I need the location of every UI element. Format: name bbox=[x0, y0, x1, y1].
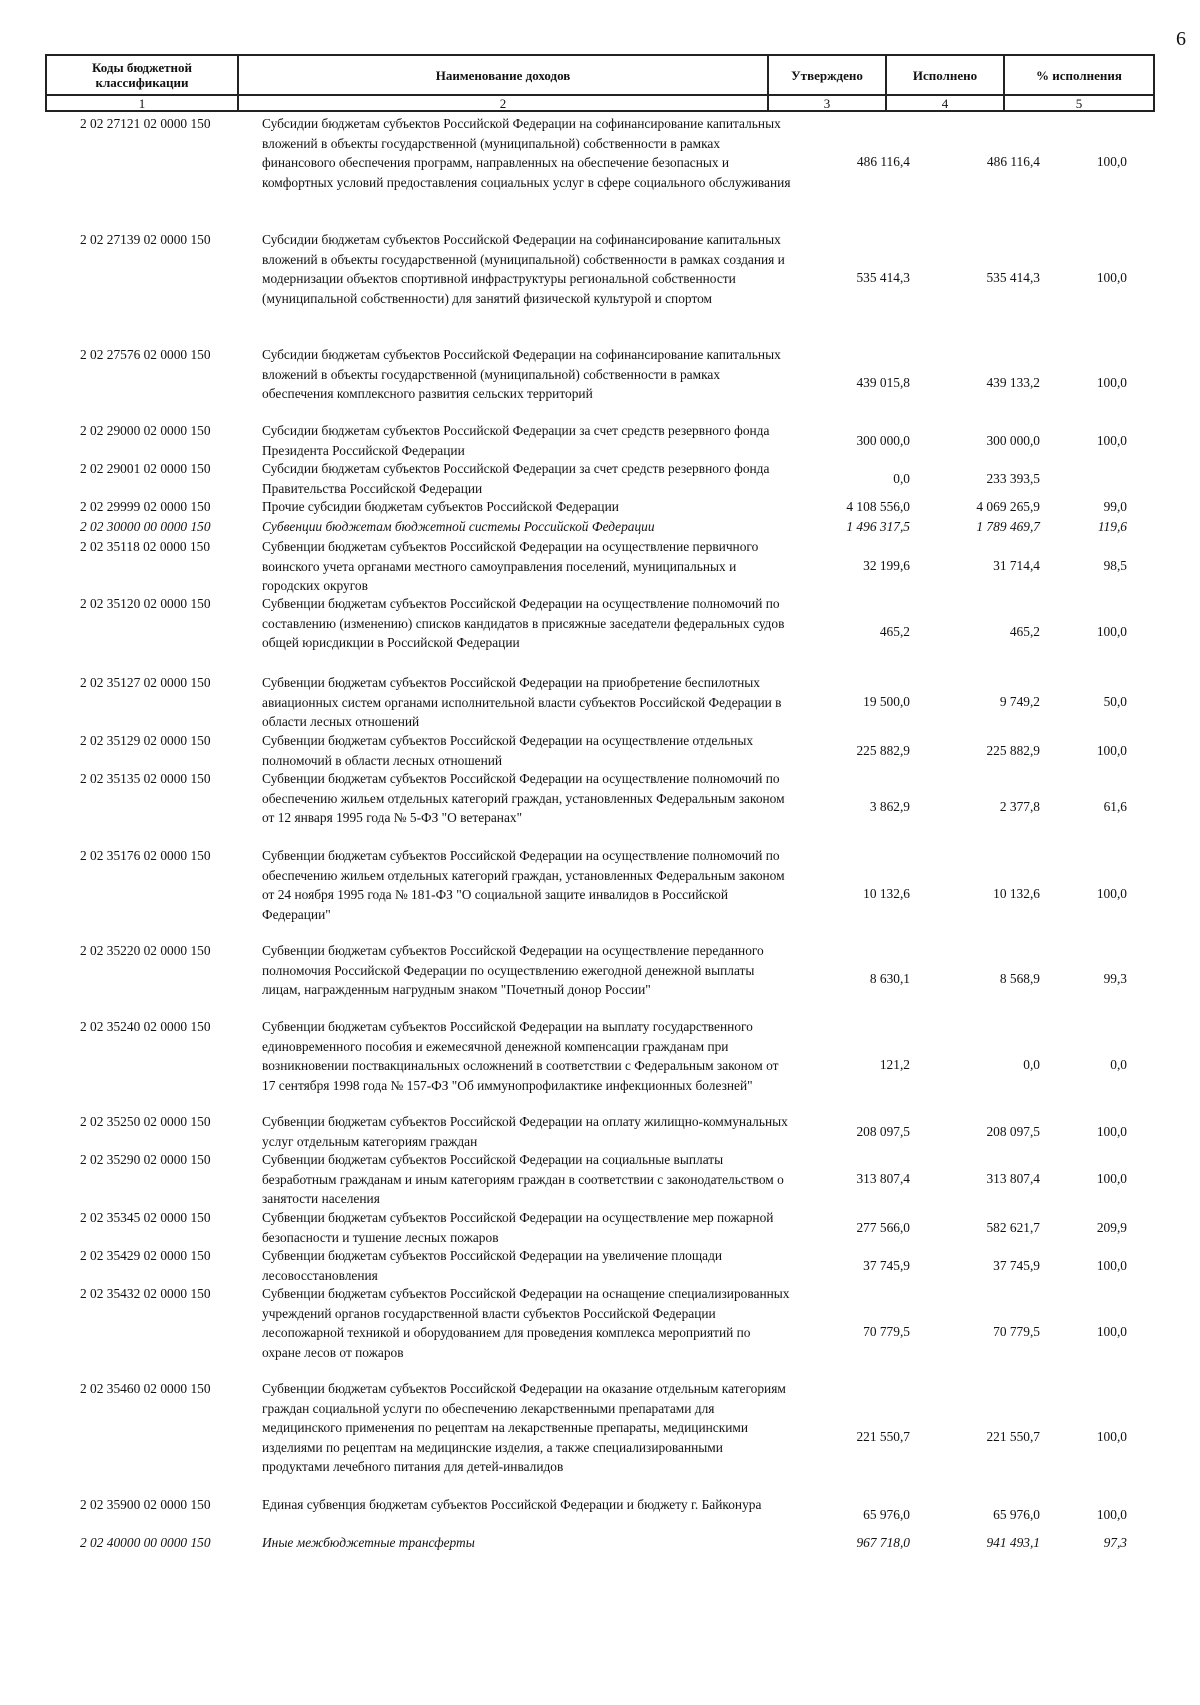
row-code: 2 02 35345 02 0000 150 bbox=[80, 1210, 211, 1225]
row-percent: 99,3 bbox=[1103, 971, 1127, 986]
row-code: 2 02 27576 02 0000 150 bbox=[80, 347, 211, 362]
row-approved: 0,0 bbox=[893, 471, 910, 486]
row-executed: 65 976,0 bbox=[993, 1507, 1040, 1522]
row-code: 2 02 35120 02 0000 150 bbox=[80, 596, 211, 611]
row-name: Субвенции бюджетам субъектов Российской Федерации на осуществление мер пожарной безопасности и тушение лесных пожаров bbox=[262, 1210, 774, 1245]
row-approved: 32 199,6 bbox=[863, 558, 910, 573]
row-name: Субсидии бюджетам субъектов Российской Федерации на софинансирование капитальных вложений в объекты государственной (муниципальной) собственности в рамках обеспечения комплексного развития сельских территорий bbox=[262, 347, 781, 401]
row-approved: 65 976,0 bbox=[863, 1507, 910, 1522]
row-code: 2 02 29000 02 0000 150 bbox=[80, 423, 211, 438]
row-name: Субвенции бюджетам субъектов Российской Федерации на осуществление полномочий по обеспечению жильем отдельных категорий граждан, установленных Федеральным законом от 24 ноября 1995 года № 181-ФЗ "О социальной защите инвалидов в Российской Федерации" bbox=[262, 848, 785, 922]
header-executed-num: 4 bbox=[941, 96, 949, 111]
row-percent: 97,3 bbox=[1103, 1535, 1127, 1550]
row-executed: 221 550,7 bbox=[986, 1429, 1040, 1444]
row-executed: 225 882,9 bbox=[986, 743, 1040, 758]
header-codes-title: Коды бюджетной классификации bbox=[47, 56, 237, 96]
header-col-executed bbox=[887, 56, 1005, 110]
row-code: 2 02 29001 02 0000 150 bbox=[80, 461, 211, 476]
header-name-num: 2 bbox=[499, 96, 507, 111]
row-executed: 439 133,2 bbox=[986, 375, 1040, 390]
row-executed: 233 393,5 bbox=[986, 471, 1040, 486]
row-executed: 582 621,7 bbox=[986, 1220, 1040, 1235]
row-name: Субвенции бюджетам бюджетной системы Российской Федерации bbox=[262, 519, 655, 534]
row-code: 2 02 35432 02 0000 150 bbox=[80, 1286, 211, 1301]
row-percent: 100,0 bbox=[1096, 1124, 1127, 1139]
row-name: Субсидии бюджетам субъектов Российской Федерации на софинансирование капитальных вложений в объекты государственной (муниципальной) собственности в рамках финансового обеспечения программ, направленных на обеспечение безопасных и комфортных условий предоставления социальных услуг в сфере социального обслуживания bbox=[262, 116, 791, 190]
row-executed: 37 745,9 bbox=[993, 1258, 1040, 1273]
row-code: 2 02 35220 02 0000 150 bbox=[80, 943, 211, 958]
row-code: 2 02 35460 02 0000 150 bbox=[80, 1381, 211, 1396]
row-executed: 300 000,0 bbox=[986, 433, 1040, 448]
row-percent: 209,9 bbox=[1096, 1220, 1127, 1235]
header-approved-title: Утверждено bbox=[769, 56, 885, 96]
row-code: 2 02 30000 00 0000 150 bbox=[80, 519, 211, 534]
row-executed: 313 807,4 bbox=[986, 1171, 1040, 1186]
row-percent: 100,0 bbox=[1096, 270, 1127, 285]
row-approved: 221 550,7 bbox=[856, 1429, 910, 1444]
row-approved: 313 807,4 bbox=[856, 1171, 910, 1186]
row-approved: 3 862,9 bbox=[869, 799, 910, 814]
row-code: 2 02 35240 02 0000 150 bbox=[80, 1019, 211, 1034]
row-code: 2 02 35135 02 0000 150 bbox=[80, 771, 211, 786]
row-percent: 61,6 bbox=[1103, 799, 1127, 814]
row-executed: 208 097,5 bbox=[986, 1124, 1040, 1139]
header-percent-title: % исполнения bbox=[1005, 56, 1153, 96]
row-code: 2 02 35900 02 0000 150 bbox=[80, 1497, 211, 1512]
row-approved: 1 496 317,5 bbox=[846, 519, 910, 534]
row-percent: 100,0 bbox=[1096, 1507, 1127, 1522]
row-executed: 4 069 265,9 bbox=[976, 499, 1040, 514]
row-percent: 99,0 bbox=[1103, 499, 1127, 514]
row-name: Прочие субсидии бюджетам субъектов Российской Федерации bbox=[262, 499, 619, 514]
header-percent-num: 5 bbox=[1075, 96, 1083, 111]
row-approved: 486 116,4 bbox=[856, 154, 910, 169]
header-name-title: Наименование доходов bbox=[239, 56, 767, 96]
row-executed: 31 714,4 bbox=[993, 558, 1040, 573]
row-approved: 8 630,1 bbox=[869, 971, 910, 986]
row-executed: 535 414,3 bbox=[986, 270, 1040, 285]
row-approved: 300 000,0 bbox=[856, 433, 910, 448]
row-approved: 70 779,5 bbox=[863, 1324, 910, 1339]
row-approved: 208 097,5 bbox=[856, 1124, 910, 1139]
row-code: 2 02 27121 02 0000 150 bbox=[80, 116, 211, 131]
row-name: Иные межбюджетные трансферты bbox=[262, 1535, 475, 1550]
page-number: 6 bbox=[1176, 28, 1186, 50]
row-percent: 100,0 bbox=[1096, 375, 1127, 390]
row-name: Субсидии бюджетам субъектов Российской Федерации за счет средств резервного фонда Президента Российской Федерации bbox=[262, 423, 770, 458]
row-name: Субвенции бюджетам субъектов Российской Федерации на осуществление первичного воинского учета органами местного самоуправления поселений, муниципальных и городских округов bbox=[262, 539, 759, 593]
row-code: 2 02 27139 02 0000 150 bbox=[80, 232, 211, 247]
row-percent: 100,0 bbox=[1096, 1324, 1127, 1339]
row-approved: 535 414,3 bbox=[856, 270, 910, 285]
header-col-percent bbox=[1005, 56, 1153, 110]
row-code: 2 02 35176 02 0000 150 bbox=[80, 848, 211, 863]
row-approved: 225 882,9 bbox=[856, 743, 910, 758]
row-approved: 277 566,0 bbox=[856, 1220, 910, 1235]
row-name: Субвенции бюджетам субъектов Российской Федерации на увеличение площади лесовосстановления bbox=[262, 1248, 723, 1283]
row-approved: 465,2 bbox=[879, 624, 910, 639]
row-name: Субвенции бюджетам субъектов Российской Федерации на оказание отдельным категориям граждан социальной услуги по обеспечению лекарственными препаратами для медицинского применения по рецептам на лекарственные препараты, медицинскими изделиями по рецептам на медицинские изделия, а также специализированными продуктами лечебного питания для детей-инвалидов bbox=[262, 1381, 786, 1474]
row-approved: 967 718,0 bbox=[856, 1535, 910, 1550]
row-percent: 100,0 bbox=[1096, 433, 1127, 448]
row-name: Субвенции бюджетам субъектов Российской Федерации на социальные выплаты безработным гражданам и иным категориям граждан в соответствии с законодательством о занятости населения bbox=[262, 1152, 784, 1206]
header-executed-title: Исполнено bbox=[887, 56, 1003, 96]
row-code: 2 02 35429 02 0000 150 bbox=[80, 1248, 211, 1263]
row-percent: 100,0 bbox=[1096, 743, 1127, 758]
header-col-name bbox=[239, 56, 769, 110]
row-percent: 119,6 bbox=[1097, 519, 1127, 534]
row-code: 2 02 35118 02 0000 150 bbox=[80, 539, 211, 554]
row-percent: 100,0 bbox=[1096, 886, 1127, 901]
row-executed: 70 779,5 bbox=[993, 1324, 1040, 1339]
row-approved: 439 015,8 bbox=[856, 375, 910, 390]
row-executed: 10 132,6 bbox=[993, 886, 1040, 901]
row-executed: 2 377,8 bbox=[999, 799, 1040, 814]
row-approved: 10 132,6 bbox=[863, 886, 910, 901]
row-name: Субвенции бюджетам субъектов Российской Федерации на осуществление полномочий по обеспечению жильем отдельных категорий граждан, установленных Федеральным законом от 12 января 1995 года № 5-ФЗ "О ветеранах" bbox=[262, 771, 785, 825]
header-approved-num: 3 bbox=[823, 96, 831, 111]
row-name: Субвенции бюджетам субъектов Российской Федерации на выплату государственного единовременного пособия и ежемесячной денежной компенсации гражданам при возникновении поствакцинальных осложнений в соответствии с Федеральным законом от 17 сентября 1998 года № 157-ФЗ "Об иммунопрофилактике инфекционных болезней" bbox=[262, 1019, 779, 1093]
row-executed: 9 749,2 bbox=[999, 694, 1040, 709]
row-percent: 98,5 bbox=[1103, 558, 1127, 573]
row-name: Субвенции бюджетам субъектов Российской Федерации на осуществление полномочий по составлению (изменению) списков кандидатов в присяжные заседатели федеральных судов общей юрисдикции в Российской Федерации bbox=[262, 596, 785, 650]
header-codes-num: 1 bbox=[138, 96, 146, 111]
row-percent: 0,0 bbox=[1110, 1057, 1127, 1072]
row-approved: 4 108 556,0 bbox=[846, 499, 910, 514]
row-executed: 465,2 bbox=[1009, 624, 1040, 639]
row-name: Субсидии бюджетам субъектов Российской Федерации за счет средств резервного фонда Правительства Российской Федерации bbox=[262, 461, 770, 496]
header-col-codes bbox=[47, 56, 239, 110]
row-name: Единая субвенция бюджетам субъектов Российской Федерации и бюджету г. Байконура bbox=[262, 1497, 762, 1512]
row-percent: 100,0 bbox=[1096, 1258, 1127, 1273]
row-approved: 37 745,9 bbox=[863, 1258, 910, 1273]
row-name: Субвенции бюджетам субъектов Российской Федерации на оснащение специализированных учреждений органов государственной власти субъектов Российской Федерации лесопожарной техникой и оборудованием для проведения комплекса мероприятий по охране лесов от пожаров bbox=[262, 1286, 790, 1360]
row-name: Субвенции бюджетам субъектов Российской Федерации на оплату жилищно-коммунальных услуг отдельным категориям граждан bbox=[262, 1114, 788, 1149]
row-executed: 1 789 469,7 bbox=[976, 519, 1040, 534]
row-code: 2 02 40000 00 0000 150 bbox=[80, 1535, 211, 1550]
row-percent: 50,0 bbox=[1103, 694, 1127, 709]
row-executed: 941 493,1 bbox=[986, 1535, 1040, 1550]
row-executed: 0,0 bbox=[1023, 1057, 1040, 1072]
row-percent: 100,0 bbox=[1096, 154, 1127, 169]
header-col-approved bbox=[769, 56, 887, 110]
row-name: Субсидии бюджетам субъектов Российской Федерации на софинансирование капитальных вложений в объекты государственной (муниципальной) собственности в рамках создания и модернизации объектов спортивной инфраструктуры региональной собственности (муниципальной собственности) для занятий физической культурой и спортом bbox=[262, 232, 785, 306]
row-code: 2 02 29999 02 0000 150 bbox=[80, 499, 211, 514]
row-percent: 100,0 bbox=[1096, 1171, 1127, 1186]
table-header bbox=[45, 54, 1155, 112]
row-code: 2 02 35129 02 0000 150 bbox=[80, 733, 211, 748]
row-name: Субвенции бюджетам субъектов Российской Федерации на осуществление переданного полномочия Российской Федерации по осуществлению ежегодной денежной выплаты лицам, награжденным нагрудным знаком "Почетный донор России" bbox=[262, 943, 764, 997]
row-name: Субвенции бюджетам субъектов Российской Федерации на осуществление отдельных полномочий в области лесных отношений bbox=[262, 733, 754, 768]
row-percent: 100,0 bbox=[1096, 1429, 1127, 1444]
row-percent: 100,0 bbox=[1096, 624, 1127, 639]
row-code: 2 02 35290 02 0000 150 bbox=[80, 1152, 211, 1167]
row-approved: 19 500,0 bbox=[863, 694, 910, 709]
row-code: 2 02 35127 02 0000 150 bbox=[80, 675, 211, 690]
row-executed: 486 116,4 bbox=[986, 154, 1040, 169]
row-name: Субвенции бюджетам субъектов Российской Федерации на приобретение беспилотных авиационных систем органами исполнительной власти субъектов Российской Федерации в области лесных отношений bbox=[262, 675, 782, 729]
row-approved: 121,2 bbox=[879, 1057, 910, 1072]
row-code: 2 02 35250 02 0000 150 bbox=[80, 1114, 211, 1129]
row-executed: 8 568,9 bbox=[999, 971, 1040, 986]
